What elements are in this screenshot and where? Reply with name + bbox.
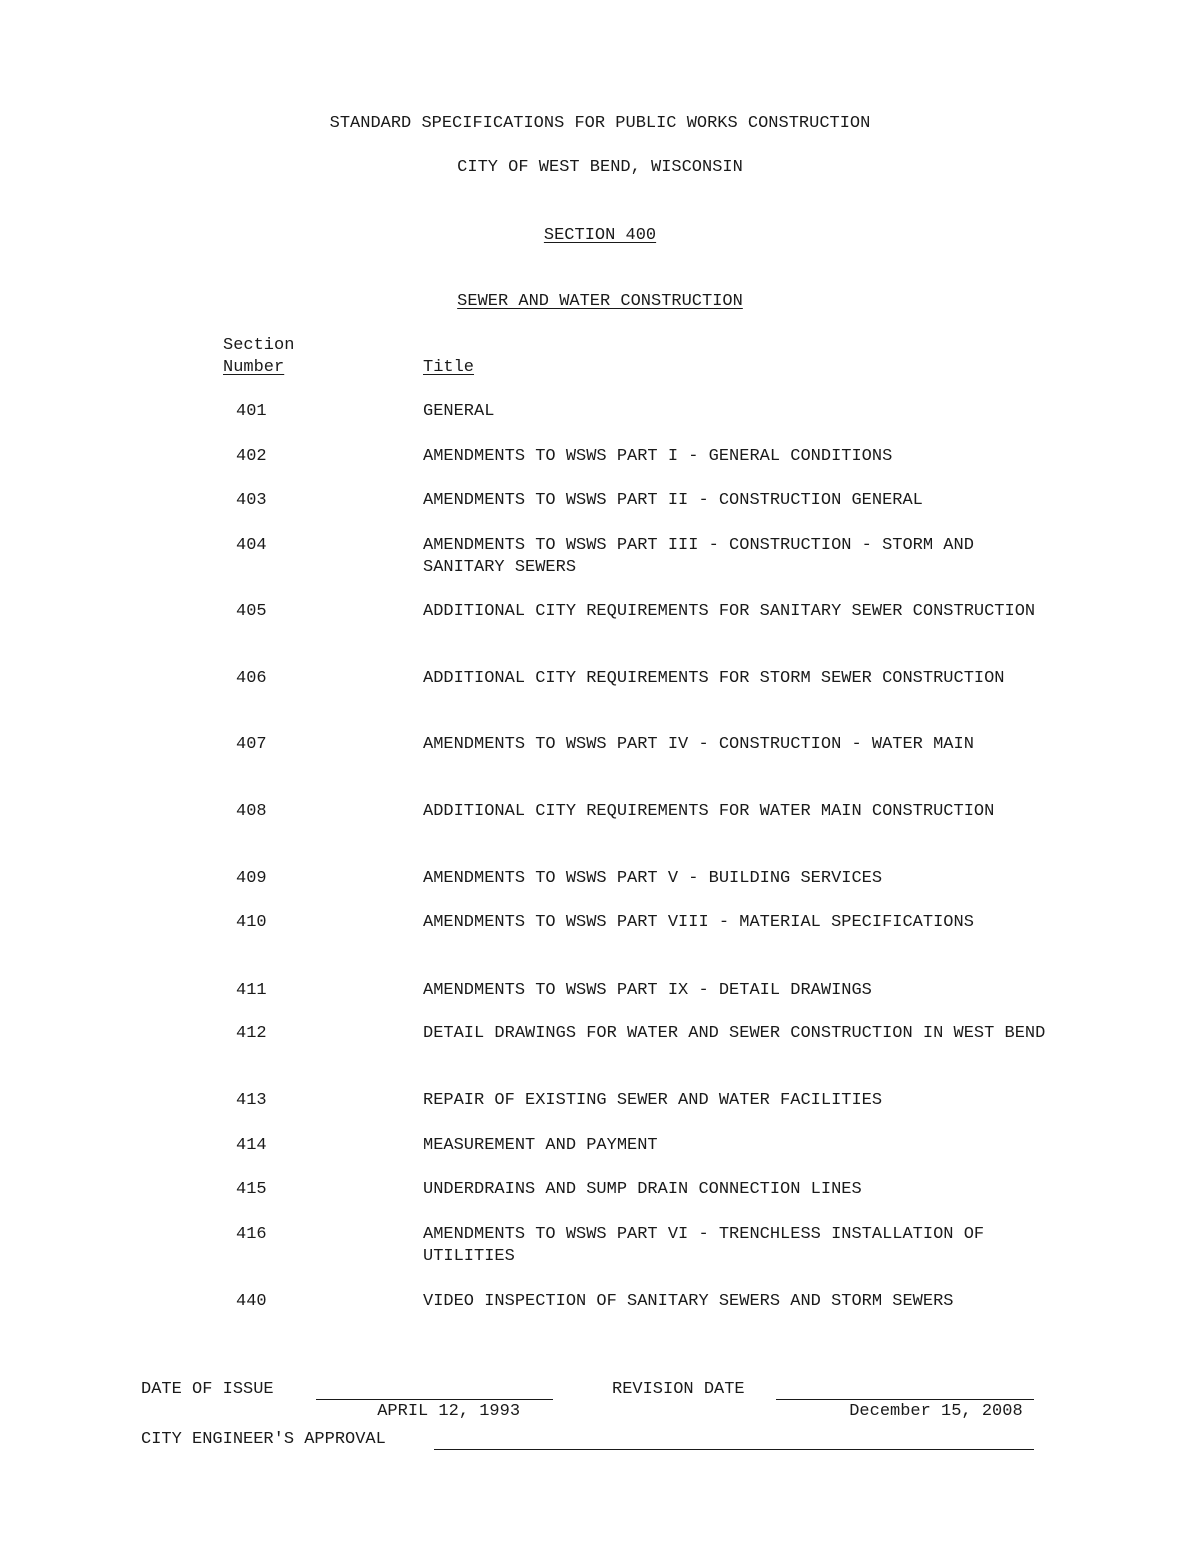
row-number: 408: [236, 802, 267, 821]
section-subtitle: SEWER AND WATER CONSTRUCTION: [457, 292, 743, 311]
row-title: AMENDMENTS TO WSWS PART III - CONSTRUCTION - STORM AND SANITARY SEWERS: [423, 536, 974, 577]
row-title: AMENDMENTS TO WSWS PART II - CONSTRUCTION GENERAL: [423, 491, 923, 510]
row-title: AMENDMENTS TO WSWS PART VIII - MATERIAL SPECIFICATIONS: [423, 913, 974, 932]
approval-signature-line: [434, 1429, 1034, 1450]
row-title: DETAIL DRAWINGS FOR WATER AND SEWER CONSTRUCTION IN WEST BEND: [423, 1024, 1046, 1043]
row-number: 414: [236, 1136, 267, 1155]
approval-label: CITY ENGINEER'S APPROVAL: [141, 1430, 386, 1449]
row-number: 413: [236, 1091, 267, 1110]
row-number: 416: [236, 1225, 267, 1244]
row-title: REPAIR OF EXISTING SEWER AND WATER FACILITIES: [423, 1091, 883, 1110]
row-title: ADDITIONAL CITY REQUIREMENTS FOR STORM SEWER CONSTRUCTION: [423, 669, 1005, 688]
row-title: AMENDMENTS TO WSWS PART IV - CONSTRUCTION - WATER MAIN: [423, 735, 974, 754]
row-number: 415: [236, 1180, 267, 1199]
section-title: SECTION 400: [543, 226, 657, 245]
revision-date-value: December 15, 2008: [849, 1402, 1023, 1421]
column-header-title: Title: [423, 358, 475, 377]
row-title: AMENDMENTS TO WSWS PART I - GENERAL CONDITIONS: [423, 447, 893, 466]
row-number: 402: [236, 447, 267, 466]
issue-date-field: [316, 1379, 553, 1421]
row-number: 410: [236, 913, 267, 932]
row-title: ADDITIONAL CITY REQUIREMENTS FOR WATER MAIN CONSTRUCTION: [423, 802, 995, 821]
row-title: MEASUREMENT AND PAYMENT: [423, 1136, 658, 1155]
document-heading: STANDARD SPECIFICATIONS FOR PUBLIC WORKS CONSTRUCTION: [329, 114, 871, 133]
row-title: UNDERDRAINS AND SUMP DRAIN CONNECTION LINES: [423, 1180, 862, 1199]
row-number: 401: [236, 402, 267, 421]
row-number: 412: [236, 1024, 267, 1043]
row-number: 411: [236, 981, 267, 1000]
row-number: 407: [236, 735, 267, 754]
row-number: 409: [236, 869, 267, 888]
row-number: 403: [236, 491, 267, 510]
issue-date-value: APRIL 12, 1993: [377, 1402, 521, 1421]
row-number: 404: [236, 536, 267, 555]
column-header-number: Number: [223, 358, 285, 377]
revision-date-label: REVISION DATE: [612, 1380, 745, 1399]
city-name: CITY OF WEST BEND, WISCONSIN: [457, 158, 743, 177]
column-header-number-line1: Section: [223, 336, 295, 355]
row-number: 405: [236, 602, 267, 621]
row-title: GENERAL: [423, 402, 495, 421]
row-title: AMENDMENTS TO WSWS PART IX - DETAIL DRAWINGS: [423, 981, 872, 1000]
row-title: AMENDMENTS TO WSWS PART V - BUILDING SERVICES: [423, 869, 883, 888]
row-title: VIDEO INSPECTION OF SANITARY SEWERS AND STORM SEWERS: [423, 1292, 954, 1311]
row-number: 440: [236, 1292, 267, 1311]
row-title: AMENDMENTS TO WSWS PART VI - TRENCHLESS INSTALLATION OF UTILITIES: [423, 1225, 985, 1266]
revision-date-field: [776, 1379, 1034, 1421]
issue-date-label: DATE OF ISSUE: [141, 1380, 274, 1399]
row-number: 406: [236, 669, 267, 688]
row-title: ADDITIONAL CITY REQUIREMENTS FOR SANITARY SEWER CONSTRUCTION: [423, 602, 1036, 621]
